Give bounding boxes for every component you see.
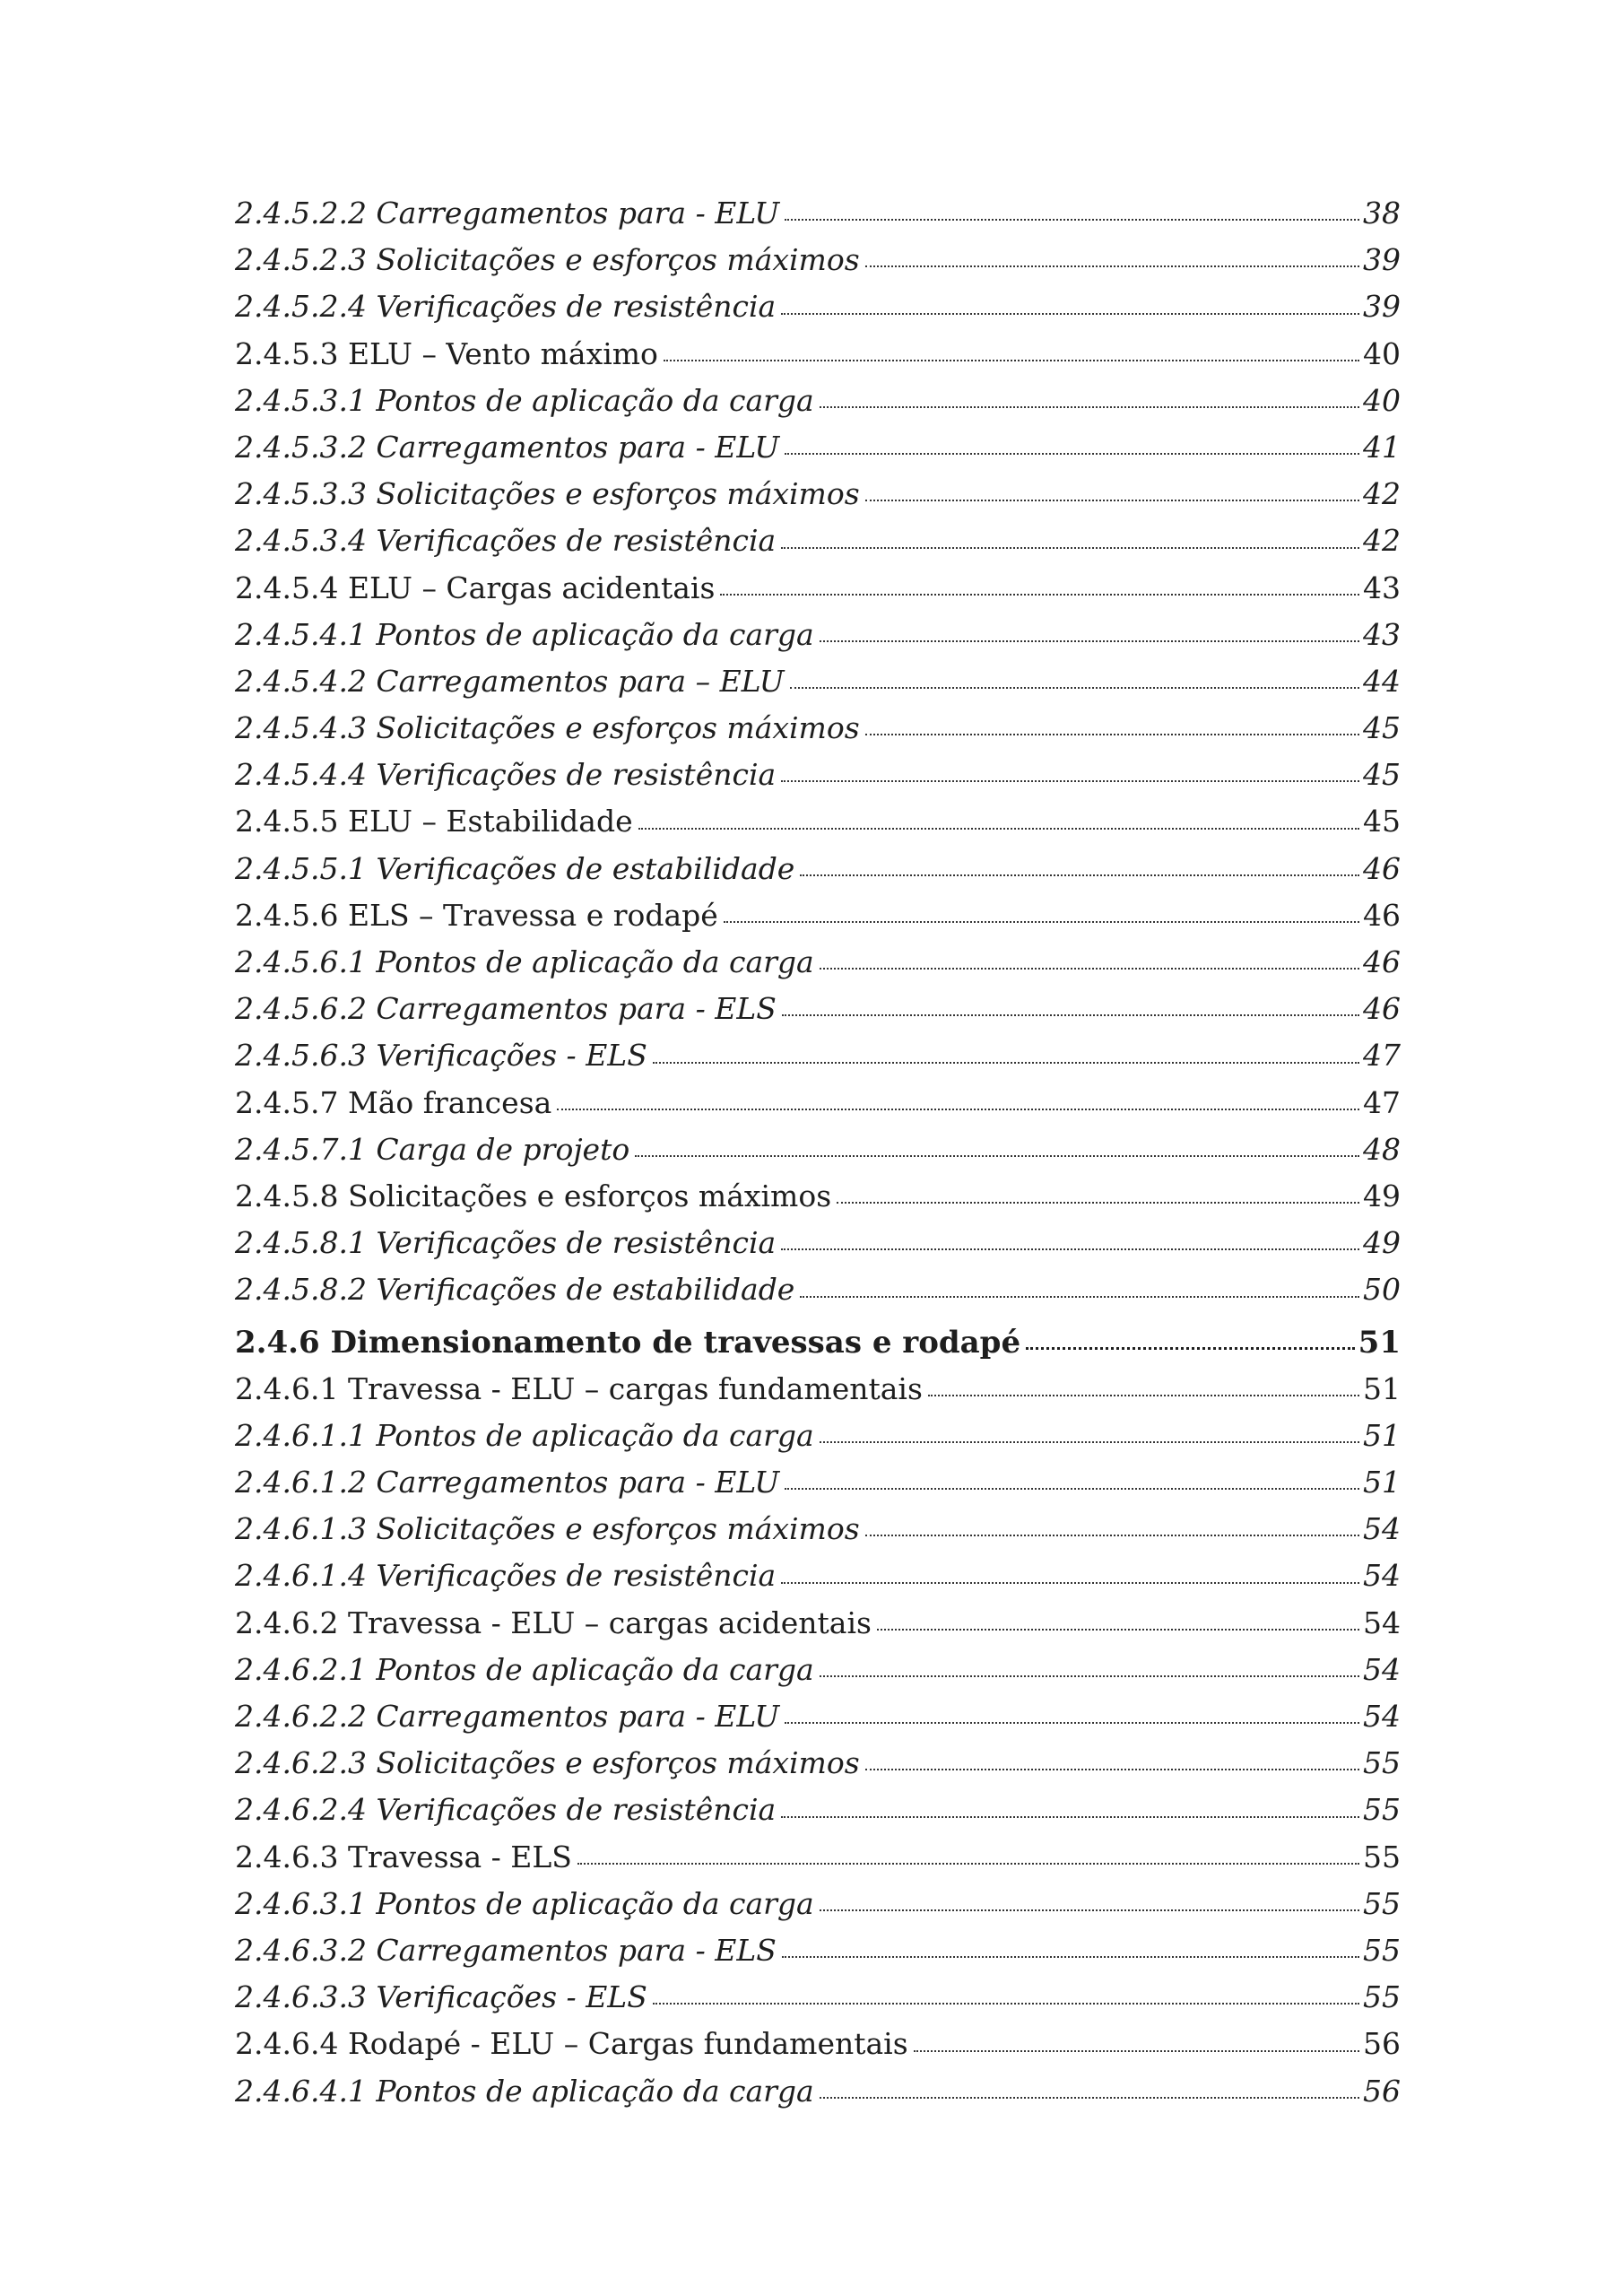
toc-entry[interactable] (235, 1787, 1401, 1833)
toc-leader-dots (785, 219, 1359, 221)
toc-entry-title: 2.4.6.2 Travessa - ELU – cargas acidentais (235, 1605, 872, 1640)
toc-leader-dots (781, 547, 1359, 549)
toc-leader-dots (865, 1769, 1359, 1770)
toc-entry[interactable] (235, 939, 1401, 986)
toc-entry-page: 51 (1363, 1417, 1401, 1453)
toc-leader-dots (820, 1909, 1359, 1911)
toc-entry[interactable] (235, 331, 1401, 378)
toc-entry-title: 2.4.5.8.2 Verificações de estabilidade (235, 1272, 795, 1308)
toc-leader-dots (653, 2003, 1359, 2005)
toc-entry-title: 2.4.5.3.4 Verificações de resistência (235, 523, 777, 559)
table-of-contents (235, 190, 1401, 2115)
toc-entry-page: 55 (1363, 1745, 1401, 1781)
toc-leader-dots (557, 1109, 1359, 1110)
toc-leader-dots (820, 406, 1359, 408)
toc-entry-title: 2.4.6.3.1 Pontos de aplicação da carga (235, 1885, 814, 1921)
toc-entry-page: 54 (1363, 1558, 1401, 1594)
toc-entry-title: 2.4.6.1.2 Carregamentos para - ELU (235, 1465, 780, 1500)
toc-entry[interactable] (235, 658, 1401, 705)
toc-leader-dots (820, 968, 1359, 970)
toc-entry-title: 2.4.6.1.1 Pontos de aplicação da carga (235, 1417, 814, 1453)
toc-entry-title: 2.4.5.8 Solicitações e esforços máximos (235, 1178, 832, 1213)
toc-leader-dots (785, 453, 1359, 455)
toc-entry-title: 2.4.6.4.1 Pontos de aplicação da carga (235, 2073, 814, 2109)
toc-entry-title: 2.4.6.1 Travessa - ELU – cargas fundamentais (235, 1370, 923, 1406)
toc-entry[interactable] (235, 565, 1401, 612)
toc-entry[interactable] (235, 1740, 1401, 1787)
toc-entry[interactable] (235, 1459, 1401, 1506)
toc-entry[interactable] (235, 237, 1401, 283)
toc-entry-title: 2.4.5.2.3 Solicitações e esforços máximos (235, 242, 860, 278)
toc-entry-page: 46 (1363, 991, 1401, 1027)
toc-entry-page: 43 (1363, 570, 1401, 605)
toc-entry-page: 54 (1363, 1605, 1401, 1640)
toc-entry[interactable] (235, 378, 1401, 424)
toc-entry-page: 45 (1363, 710, 1401, 746)
toc-leader-dots (865, 500, 1359, 501)
toc-entry-title: 2.4.5.7 Mão francesa (235, 1084, 552, 1120)
toc-entry-page: 45 (1363, 804, 1401, 839)
toc-entry[interactable] (235, 1173, 1401, 1220)
toc-entry-page: 45 (1363, 757, 1401, 793)
toc-entry[interactable] (235, 986, 1401, 1032)
toc-entry-page: 54 (1363, 1511, 1401, 1547)
toc-entry-title: 2.4.6.2.1 Pontos de aplicação da carga (235, 1651, 814, 1687)
toc-leader-dots (781, 313, 1359, 315)
toc-leader-dots (928, 1395, 1359, 1396)
toc-entry-title: 2.4.5.3.2 Carregamentos para - ELU (235, 429, 780, 465)
toc-entry-page: 49 (1363, 1225, 1401, 1261)
toc-entry-title: 2.4.5.4.3 Solicitações e esforços máximos (235, 710, 860, 746)
toc-entry-page: 49 (1363, 1178, 1401, 1213)
toc-leader-dots (781, 1248, 1359, 1250)
toc-leader-dots (782, 1956, 1359, 1958)
toc-leader-dots (638, 828, 1359, 830)
toc-entry-page: 56 (1363, 2073, 1401, 2109)
toc-entry[interactable] (235, 1126, 1401, 1173)
toc-leader-dots (720, 594, 1359, 596)
toc-entry[interactable] (235, 1080, 1401, 1126)
toc-entry-title: 2.4.6.2.3 Solicitações e esforços máximos (235, 1745, 860, 1781)
toc-entry[interactable] (235, 2021, 1401, 2067)
toc-entry[interactable] (235, 1319, 1401, 1366)
toc-entry[interactable] (235, 1647, 1401, 1693)
toc-leader-dots (653, 1062, 1359, 1064)
toc-entry[interactable] (235, 752, 1401, 798)
toc-leader-dots (914, 2050, 1359, 2052)
toc-entry-title: 2.4.5.7.1 Carga de projeto (235, 1131, 630, 1167)
toc-entry-title: 2.4.5.5 ELU – Estabilidade (235, 804, 633, 839)
toc-leader-dots (837, 1202, 1359, 1204)
toc-leader-dots (785, 1488, 1359, 1490)
toc-entry-title: 2.4.6 Dimensionamento de travessas e rodapé (235, 1324, 1021, 1361)
toc-leader-dots (800, 874, 1359, 876)
toc-entry-title: 2.4.5.4 ELU – Cargas acidentais (235, 570, 716, 605)
toc-entry[interactable] (235, 283, 1401, 330)
toc-entry[interactable] (235, 1693, 1401, 1740)
toc-entry[interactable] (235, 798, 1401, 845)
toc-entry[interactable] (235, 892, 1401, 939)
toc-entry-page: 55 (1363, 1839, 1401, 1874)
toc-entry-title: 2.4.6.1.4 Verificações de resistência (235, 1558, 777, 1594)
toc-leader-dots (785, 1722, 1359, 1724)
toc-entry[interactable] (235, 424, 1401, 471)
toc-entry-title: 2.4.5.4.1 Pontos de aplicação da carga (235, 616, 814, 652)
toc-leader-dots (820, 640, 1359, 642)
toc-entry[interactable] (235, 1220, 1401, 1266)
toc-entry[interactable] (235, 705, 1401, 752)
toc-entry[interactable] (235, 1552, 1401, 1599)
toc-entry[interactable] (235, 612, 1401, 658)
toc-entry-page: 51 (1363, 1370, 1401, 1406)
toc-leader-dots (577, 1863, 1359, 1865)
toc-leader-dots (664, 360, 1359, 361)
toc-entry[interactable] (235, 1927, 1401, 1974)
toc-entry-title: 2.4.5.3.3 Solicitações e esforços máximos (235, 476, 860, 512)
toc-entry-title: 2.4.5.2.4 Verificações de resistência (235, 289, 777, 325)
toc-leader-dots (635, 1155, 1359, 1157)
toc-leader-dots (781, 1816, 1359, 1818)
toc-entry-title: 2.4.6.3.3 Verificações - ELS (235, 1979, 647, 2015)
toc-entry[interactable] (235, 1413, 1401, 1459)
toc-entry-page: 54 (1363, 1651, 1401, 1687)
toc-leader-dots (865, 1535, 1359, 1536)
toc-entry-title: 2.4.5.3 ELU – Vento máximo (235, 335, 658, 371)
toc-entry-page: 40 (1363, 382, 1401, 418)
toc-entry[interactable] (235, 2068, 1401, 2115)
toc-leader-dots (782, 1014, 1359, 1016)
toc-entry-page: 47 (1363, 1084, 1401, 1120)
toc-entry[interactable] (235, 517, 1401, 564)
toc-entry-title: 2.4.5.4.2 Carregamentos para – ELU (235, 663, 785, 699)
toc-entry-title: 2.4.5.2.2 Carregamentos para - ELU (235, 196, 780, 230)
toc-leader-dots (877, 1629, 1359, 1631)
toc-entry-page: 46 (1363, 897, 1401, 933)
toc-entry-page: 43 (1363, 616, 1401, 652)
toc-entry-title: 2.4.5.6.1 Pontos de aplicação da carga (235, 944, 814, 979)
toc-entry-page: 55 (1363, 1792, 1401, 1828)
toc-entry-page: 39 (1363, 289, 1401, 325)
toc-entry-page: 40 (1363, 335, 1401, 371)
toc-leader-dots (820, 2097, 1359, 2099)
toc-entry[interactable] (235, 1834, 1401, 1881)
toc-entry[interactable] (235, 1366, 1401, 1413)
toc-entry-title: 2.4.6.3.2 Carregamentos para - ELS (235, 1932, 777, 1968)
toc-leader-dots (865, 734, 1359, 735)
toc-entry-page: 51 (1363, 1465, 1401, 1500)
toc-entry-page: 54 (1363, 1699, 1401, 1734)
toc-leader-dots (781, 1582, 1359, 1584)
toc-entry-page: 48 (1363, 1131, 1401, 1167)
toc-entry-page: 47 (1363, 1038, 1401, 1074)
toc-entry-title: 2.4.5.5.1 Verificações de estabilidade (235, 850, 795, 886)
toc-entry-page: 50 (1363, 1272, 1401, 1308)
toc-entry-title: 2.4.6.2.4 Verificações de resistência (235, 1792, 777, 1828)
toc-entry-page: 41 (1363, 429, 1401, 465)
toc-entry-page: 46 (1363, 850, 1401, 886)
toc-entry-page: 56 (1363, 2026, 1401, 2062)
toc-leader-dots (724, 921, 1359, 923)
toc-entry[interactable] (235, 1266, 1401, 1313)
toc-entry[interactable] (235, 1032, 1401, 1079)
toc-leader-dots (790, 687, 1359, 689)
toc-entry[interactable] (235, 1506, 1401, 1552)
toc-leader-dots (820, 1441, 1359, 1443)
toc-leader-dots (865, 265, 1359, 267)
toc-entry[interactable] (235, 1881, 1401, 1927)
toc-entry[interactable] (235, 846, 1401, 892)
toc-entry[interactable] (235, 190, 1401, 237)
toc-entry-title: 2.4.6.3 Travessa - ELS (235, 1839, 572, 1874)
toc-entry-title: 2.4.5.6.2 Carregamentos para - ELS (235, 991, 777, 1027)
toc-leader-dots (781, 780, 1359, 782)
toc-entry-title: 2.4.5.8.1 Verificações de resistência (235, 1225, 777, 1261)
toc-entry-page: 44 (1363, 663, 1401, 699)
toc-entry[interactable] (235, 471, 1401, 517)
toc-entry-page: 42 (1363, 523, 1401, 559)
toc-entry[interactable] (235, 1600, 1401, 1647)
toc-entry-page: 42 (1363, 476, 1401, 512)
toc-entry-title: 2.4.5.6.3 Verificações - ELS (235, 1038, 647, 1074)
toc-entry-title: 2.4.6.2.2 Carregamentos para - ELU (235, 1699, 780, 1734)
toc-entry-page: 55 (1363, 1885, 1401, 1921)
toc-entry-title: 2.4.5.6 ELS – Travessa e rodapé (235, 897, 718, 933)
toc-entry-title: 2.4.6.1.3 Solicitações e esforços máximos (235, 1511, 860, 1547)
toc-entry-page: 46 (1363, 944, 1401, 979)
toc-leader-dots (1026, 1347, 1355, 1350)
toc-entry[interactable] (235, 1974, 1401, 2021)
toc-entry-title: 2.4.6.4 Rodapé - ELU – Cargas fundamentais (235, 2026, 908, 2062)
toc-entry-page: 55 (1363, 1979, 1401, 2015)
toc-entry-title: 2.4.5.4.4 Verificações de resistência (235, 757, 777, 793)
toc-leader-dots (820, 1675, 1359, 1677)
toc-entry-page: 39 (1363, 242, 1401, 278)
toc-entry-page: 51 (1358, 1324, 1401, 1361)
toc-entry-title: 2.4.5.3.1 Pontos de aplicação da carga (235, 382, 814, 418)
toc-entry-page: 55 (1363, 1932, 1401, 1968)
toc-entry-page: 38 (1363, 196, 1401, 230)
toc-leader-dots (800, 1296, 1359, 1298)
